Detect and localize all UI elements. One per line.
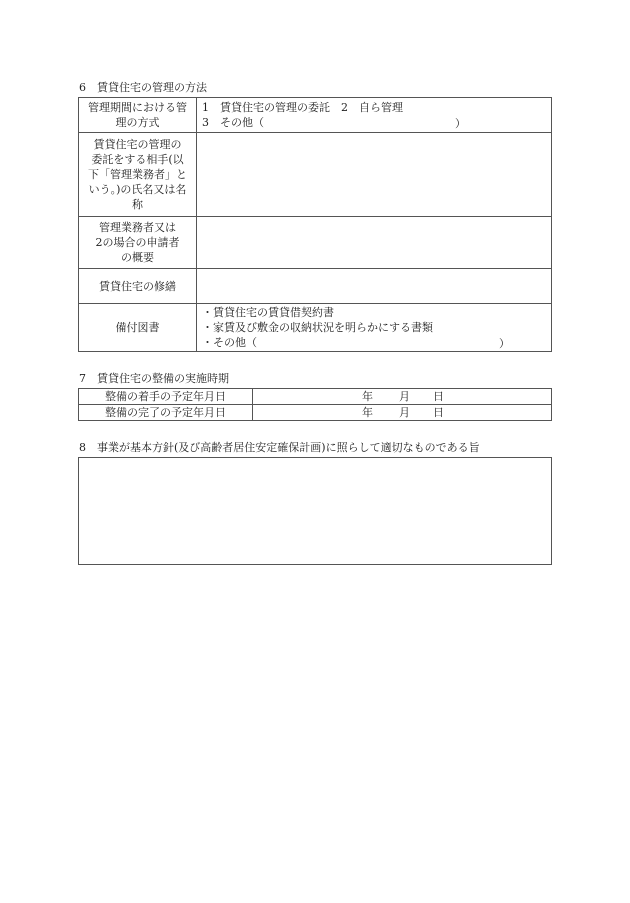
section-8-number: 8 xyxy=(79,441,86,454)
field-management-scheme[interactable] xyxy=(197,98,552,133)
label-line: 管理期間における管 xyxy=(88,101,187,114)
management-method-table xyxy=(78,97,552,352)
section-6-heading xyxy=(79,81,207,95)
label-line: 管理業務者又は xyxy=(99,221,176,234)
table-row-completion-date xyxy=(79,405,552,421)
label-management-contractor xyxy=(79,133,197,217)
table-row-management-scheme xyxy=(79,98,552,133)
section-6-title: 賃貸住宅の管理の方法 xyxy=(97,81,207,94)
label-line: 賃貸住宅の管理の xyxy=(93,138,182,151)
field-completion-date[interactable] xyxy=(253,405,552,421)
field-management-contractor[interactable] xyxy=(197,133,552,217)
schedule-table xyxy=(78,388,552,421)
year-unit: 年 xyxy=(362,390,373,403)
label-line: いう。)の氏名又は名 xyxy=(88,183,187,196)
month-unit: 月 xyxy=(399,406,410,419)
label-line: 賃貸住宅の修繕 xyxy=(99,279,176,293)
field-start-date[interactable] xyxy=(253,389,552,405)
document-item: ・賃貸住宅の賃貸借契約書 xyxy=(202,306,334,319)
label-completion-date: 整備の完了の予定年月日 xyxy=(79,405,253,421)
option-line-3-other: 3 その他（ xyxy=(202,116,264,129)
section-7-heading xyxy=(79,372,229,386)
label-line: 委託をする相手(以 xyxy=(91,153,184,166)
field-attached-documents[interactable] xyxy=(197,304,552,352)
label-line: 称 xyxy=(132,198,143,211)
label-attached-documents xyxy=(79,304,197,352)
document-item: ・家賃及び敷金の収納状況を明らかにする書類 xyxy=(202,321,433,334)
label-line: 下「管理業務者」と xyxy=(88,168,187,181)
section-6-number: 6 xyxy=(79,81,86,94)
section-7-title: 賃貸住宅の整備の実施時期 xyxy=(97,372,229,385)
table-row-management-contractor xyxy=(79,133,552,217)
label-start-date: 整備の着手の予定年月日 xyxy=(79,389,253,405)
day-unit: 日 xyxy=(433,390,444,403)
label-line: 備付図書 xyxy=(115,321,160,334)
close-paren: ） xyxy=(455,117,466,130)
label-line: 理の方式 xyxy=(115,116,160,129)
label-line: の概要 xyxy=(121,251,154,264)
option-line-1-2: 1 賃貸住宅の管理の委託 2 自ら管理 xyxy=(202,101,403,114)
table-row-start-date xyxy=(79,389,552,405)
label-management-scheme xyxy=(79,98,197,133)
section-8-title: 事業が基本方針(及び高齢者居住安定確保計画)に照らして適切なものである旨 xyxy=(97,441,480,454)
table-row-attached-documents xyxy=(79,304,552,352)
conformity-statement-box[interactable] xyxy=(78,457,552,565)
label-repair xyxy=(79,269,197,304)
year-unit: 年 xyxy=(362,406,373,419)
day-unit: 日 xyxy=(433,406,444,419)
field-repair[interactable] xyxy=(197,269,552,304)
section-8-heading xyxy=(79,441,480,455)
month-unit: 月 xyxy=(399,390,410,403)
label-overview xyxy=(79,217,197,269)
label-line: 2の場合の申請者 xyxy=(95,236,180,249)
field-overview[interactable] xyxy=(197,217,552,269)
section-7-number: 7 xyxy=(79,372,86,385)
table-row-overview xyxy=(79,217,552,269)
table-row-repair xyxy=(79,269,552,304)
close-paren: ） xyxy=(499,337,510,350)
document-item: ・その他（ xyxy=(202,336,257,349)
